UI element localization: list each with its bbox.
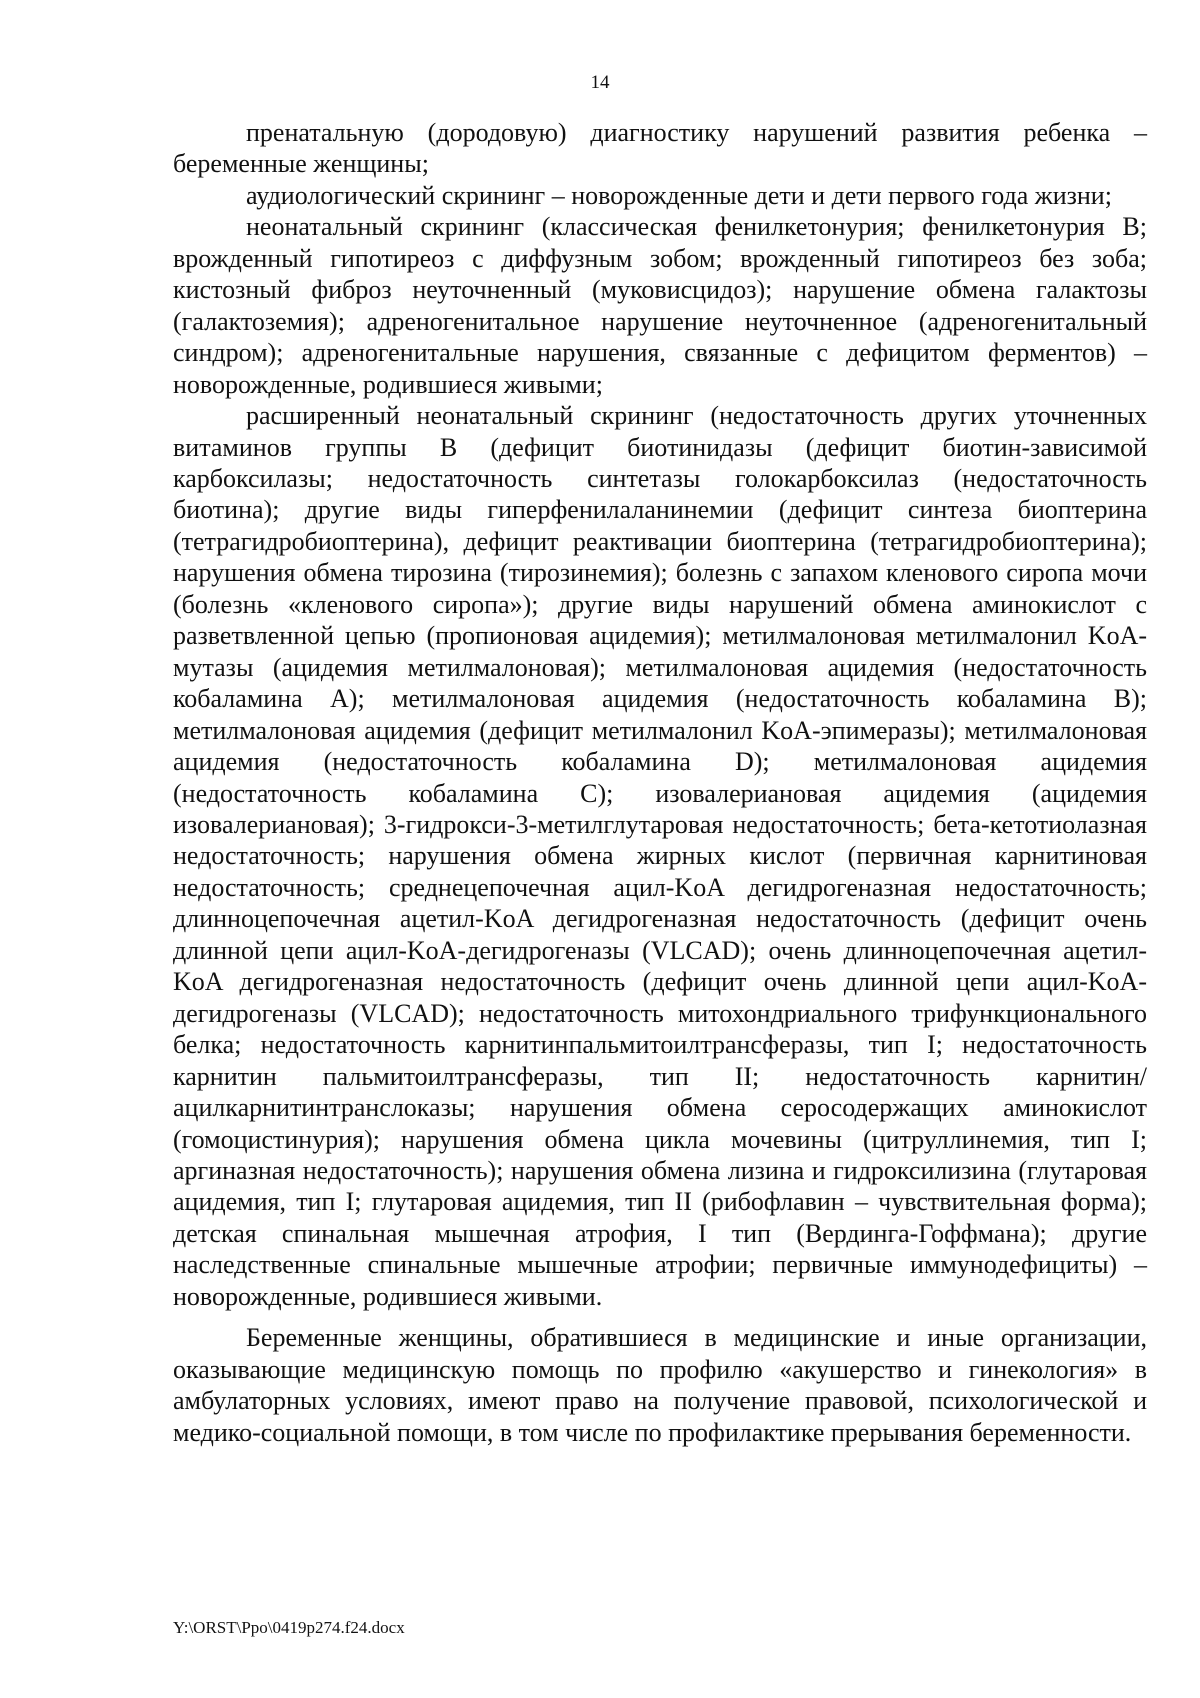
paragraph-audiological-screening: аудиологический скрининг – новорожденные дети и дети первого года жизни; <box>246 180 1112 210</box>
paragraph-neonatal-screening: неонатальный скрининг (классическая фенилкетонурия; фенилкетонурия B; врожденный гипотиреоз с диффузным зобом; врожденный гипотиреоз без зоба; кистозный фиброз неуточненный (муковисцидоз); нарушение обмена галактозы (галактоземия); адреногенитальное нарушение неуточненное (адреногенитальный синдром); адреногенитальные нарушения, связанные с дефицитом ферментов) – новорожденные, родившиеся живыми; <box>173 212 1147 399</box>
paragraph-pregnant-women-rights: Беременные женщины, обратившиеся в медицинские и иные организации, оказывающие медицинскую помощь по профилю «акушерство и гинекология» в амбулаторных условиях, имеют право на получение правовой, психологической и медико-социальной помощи, в том числе по профилактике прерывания беременности. <box>173 1323 1147 1447</box>
paragraph-prenatal-diagnostics: пренатальную (дородовую) диагностику нарушений развития ребенка – беременные женщины; <box>173 118 1147 179</box>
document-body <box>173 117 1147 1448</box>
footer-file-path: Y:\ORST\Ppo\0419p274.f24.docx <box>173 1618 405 1637</box>
page-number: 14 <box>590 72 610 93</box>
paragraph-extended-neonatal-screening: расширенный неонатальный скрининг (недостаточность других уточненных витаминов группы B (дефицит биотинидазы (дефицит биотин-зависимой карбоксилазы; недостаточность синтетазы голокарбоксилаз (недостаточность биотина); другие виды гиперфенилаланинемии (дефицит синтеза биоптерина (тетрагидробиоптерина), дефицит реактивации биоптерина (тетрагидробиоптерина); нарушения обмена тирозина (тирозинемия); болезнь с запахом кленового сиропа мочи (болезнь «кленового сиропа»); другие виды нарушений обмена аминокислот с разветвленной цепью (пропионовая ацидемия); метилмалоновая метилмалонил KoA-мутазы (ацидемия метилмалоновая); метилмалоновая ацидемия (недостаточность кобаламина A); метилмалоновая ацидемия (недостаточность кобаламина B); метилмалоновая ацидемия (дефицит метилмалонил KoA-эпимеразы); метилмалоновая ацидемия (недостаточность кобаламина D); метилмалоновая ацидемия (недостаточность кобаламина C); изовалериановая ацидемия (ацидемия изовалериановая); 3-гидрокси-3-метилглутаровая недостаточность; бета-кетотиолазная недостаточность; нарушения обмена жирных кислот (первичная карнитиновая недостаточность; среднецепочечная ацил-KoA дегидрогеназная недостаточность; длинноцепочечная ацетил-KoA дегидрогеназная недостаточность (дефицит очень длинной цепи ацил-KoA-дегидрогеназы (VLCAD); очень длинноцепочечная ацетил-KoA дегидрогеназная недостаточность (дефицит очень длинной цепи ацил-KoA-дегидрогеназы (VLCAD); недостаточность митохондриального трифункционального белка; недостаточность карнитинпальмитоилтрансферазы, тип I; недостаточность карнитин пальмитоилтрансферазы, тип II; недостаточность карнитин/ацилкарнитинтранслоказы; нарушения обмена серосодержащих аминокислот (гомоцистинурия); нарушения обмена цикла мочевины (цитруллинемия, тип I; аргиназная недостаточность); нарушения обмена лизина и гидроксилизина (глутаровая ацидемия, тип I; глутаровая ацидемия, тип II (рибофлавин – чувствительная форма); детская спинальная мышечная атрофия, I тип (Вердинга-Гоффмана); другие наследственные спинальные мышечные атрофии; первичные иммунодефициты) – новорожденные, родившиеся живыми. <box>173 401 1147 1311</box>
